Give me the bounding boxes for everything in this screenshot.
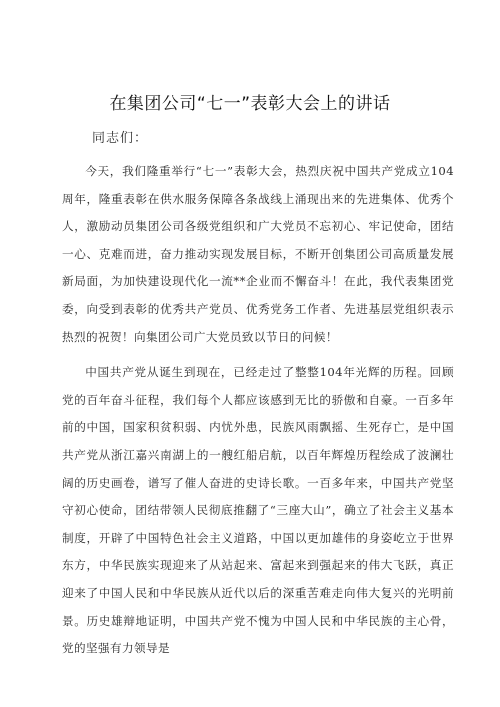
- paragraph-1: 今天，我们隆重举行“七一”表彰大会，热烈庆祝中国共产党成立104周年，隆重表彰在供水服务保障各条战线上涌现出来的先进集体、优秀个人，激励动员集团公司各级党组织和广大党员不忘初心、牢记使命，团结一心、克难而进，奋力推动实现发展目标，不断开创集团公司高质量发展新局面，为加快建设现代化一流**企业而不懈奋斗！在此，我代表集团党委，向受到表彰的优秀共产党员、优秀党务工作者、先进基层党组织表示热烈的祝贺！向集团公司广大党员致以节日的问候！: [62, 164, 454, 344]
- document-body: [62, 158, 454, 671]
- document-title: 在集团公司“七一”表彰大会上的讲话: [109, 94, 391, 114]
- salutation: 同志们：: [92, 131, 149, 146]
- paragraph-2: 中国共产党从诞生到现在，已经走过了整整104年光辉的历程。回顾党的百年奋斗征程，我们每个人都应该感到无比的骄傲和自豪。一百多年前的中国，国家积贫积弱、内忧外患，民族风雨飘摇、生死存亡，是中国共产党从浙江嘉兴南湖上的一艘红船启航，以百年辉煌历程绘成了波澜壮阔的历史画卷，谱写了催人奋进的史诗长歌。一百多年来，中国共产党坚守初心使命，团结带领人民彻底推翻了“三座大山”，确立了社会主义基本制度，开辟了中国特色社会主义道路，中国以更加雄伟的身姿屹立于世界东方，中华民族实现迎来了从站起来、富起来到强起来的伟大飞跃，真正迎来了中国人民和中华民族从近代以后的深重苦难走向伟大复兴的光明前景。历史雄辩地证明，中国共产党不愧为中国人民和中华民族的主心骨，党的坚强有力领导是: [62, 365, 454, 656]
